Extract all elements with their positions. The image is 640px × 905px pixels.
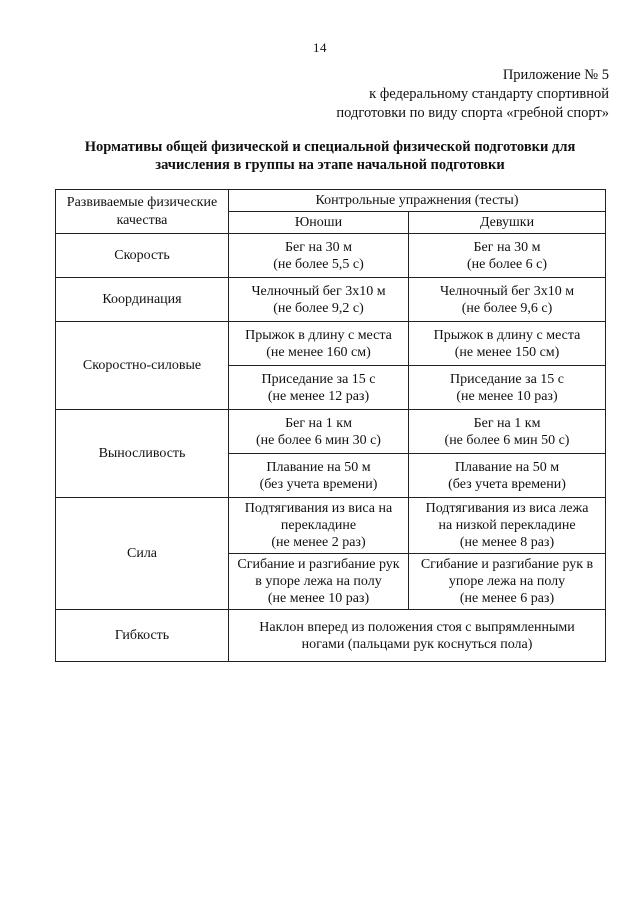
appendix-line: Приложение № 5 [502,67,609,83]
test-cell-boys [229,410,409,454]
test-line: (не менее 2 раз) [271,535,366,550]
test-line: Бег на 30 м [284,239,353,255]
test-cell-boys [229,554,409,610]
quality-cell: Гибкость [56,610,229,662]
test-line: (не более 6 с) [466,256,548,272]
test-line: Челночный бег 3х10 м [251,283,386,299]
header-qualities: Развиваемые физические качества [56,190,229,234]
header-boys: Юноши [229,212,409,234]
test-line: Бег на 1 км [473,415,541,431]
test-cell-girls [409,554,606,610]
header-girls: Девушки [409,212,606,234]
test-line: Наклон вперед из положения стоя с выпрямленными [259,619,575,635]
test-line: (не менее 6 раз) [459,591,555,606]
appendix-header [336,66,609,123]
test-line: Сгибание и разгибание рук [237,557,400,572]
test-cell-girls [409,498,606,554]
test-line: Приседание за 15 с [261,371,376,387]
test-line: (не менее 10 раз) [456,388,558,404]
test-line: (не более 9,2 с) [273,300,364,316]
title-line: Нормативы общей физической и специальной физической подготовки для [84,139,576,155]
test-cell-boys [229,454,409,498]
test-line: ногами (пальцами рук коснуться пола) [301,636,533,652]
test-line: Прыжок в длину с места [245,327,392,343]
test-cell-girls [409,410,606,454]
appendix-line: подготовки по виду спорта «гребной спорт» [336,105,609,121]
test-line: (не менее 12 раз) [267,388,370,404]
header-tests: Контрольные упражнения (тесты) [229,190,606,212]
test-line: (без учета времени) [448,476,566,492]
test-line: (не более 9,6 с) [461,300,553,316]
test-cell-girls [409,366,606,410]
test-cell-boys [229,366,409,410]
test-line: Подтягивания из виса на [244,501,393,516]
test-line: Приседание за 15 с [450,371,565,387]
test-cell-boys [229,498,409,554]
quality-cell: Скорость [56,234,229,278]
test-cell-girls [409,278,606,322]
test-line: (не менее 8 раз) [459,535,555,550]
appendix-line: к федеральному стандарту спортивной [369,86,609,102]
test-line: (не менее 150 см) [454,344,560,360]
test-cell-boys [229,278,409,322]
test-cell-girls [409,454,606,498]
test-line: Бег на 1 км [285,415,352,431]
test-line: перекладине [280,518,357,533]
page-number: 14 [313,40,327,55]
test-line: (не более 6 мин 30 с) [256,432,381,448]
document-title [60,138,600,174]
test-line: (не менее 160 см) [266,344,371,360]
test-cell-boys [229,322,409,366]
test-line: Челночный бег 3х10 м [439,283,575,299]
test-line: (без учета времени) [259,476,378,492]
test-line: в упоре лежа на полу [255,574,382,589]
test-cell-combined [229,610,606,662]
test-line: Бег на 30 м [473,239,541,255]
test-cell-boys [229,234,409,278]
test-line: Подтягивания из виса лежа [425,501,589,516]
test-line: (не более 5,5 с) [273,256,364,272]
quality-cell: Координация [56,278,229,322]
quality-cell: Сила [56,498,229,610]
test-line: (не менее 10 раз) [267,591,370,606]
quality-cell: Выносливость [56,410,229,498]
quality-cell: Скоростно-силовые [56,322,229,410]
test-cell-girls [409,322,606,366]
test-line: упоре лежа на полу [448,574,566,589]
test-line: на низкой перекладине [438,518,576,533]
test-line: Плавание на 50 м [266,459,371,475]
norms-table [55,189,606,662]
test-line: (не более 6 мин 50 с) [444,432,570,448]
test-line: Сгибание и разгибание рук в [420,557,594,572]
title-line: зачисления в группы на этапе начальной подготовки [155,157,505,173]
test-cell-girls [409,234,606,278]
test-line: Прыжок в длину с места [433,327,581,343]
test-line: Плавание на 50 м [454,459,560,475]
